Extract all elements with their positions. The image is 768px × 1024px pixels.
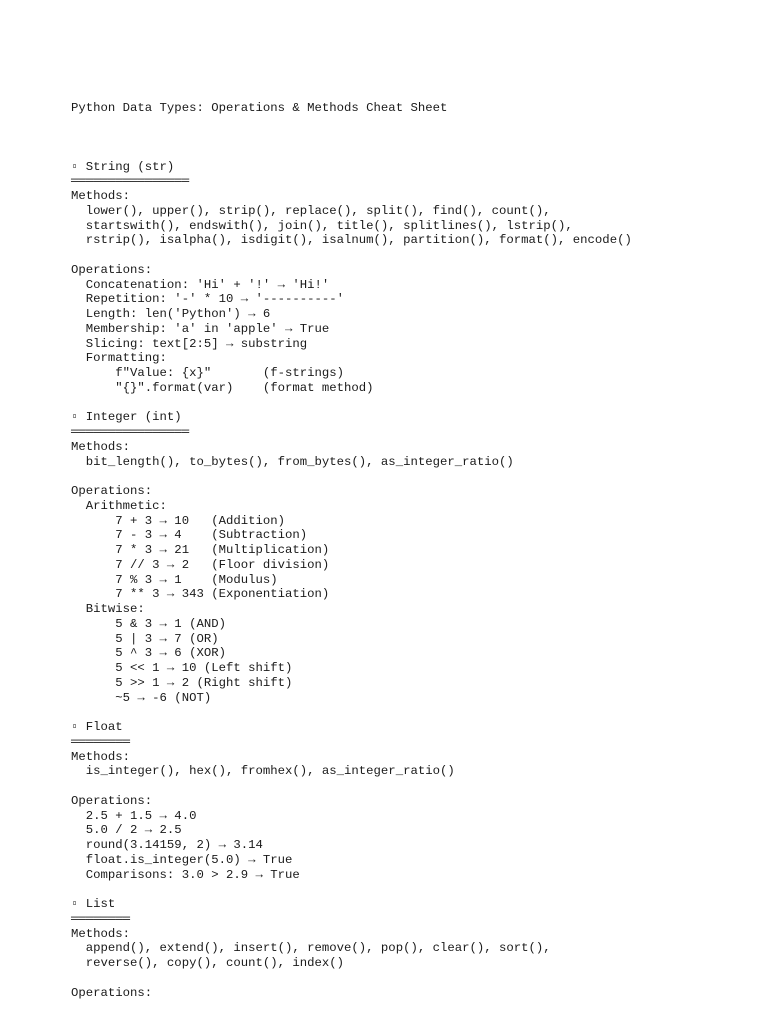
text-line: startswith(), endswith(), join(), title(), splitlines(), lstrip(), bbox=[71, 218, 573, 233]
subsection-label: Operations: bbox=[71, 985, 153, 1000]
text-line: 5 ^ 3 → 6 (XOR) bbox=[71, 646, 226, 661]
text-line: Bitwise: bbox=[71, 602, 145, 616]
text-line: append(), extend(), insert(), remove(), pop(), clear(), sort(), bbox=[71, 941, 551, 956]
text-line: Length: len('Python') → 6 bbox=[71, 307, 271, 321]
text-line: is_integer(), hex(), fromhex(), as_integer_ratio() bbox=[71, 764, 455, 779]
blank-line bbox=[71, 248, 751, 263]
text-line: 2.5 + 1.5 → 4.0 bbox=[71, 808, 197, 823]
text-line: 7 + 3 → 10 (Addition) bbox=[71, 513, 286, 528]
section-underline: ════════════════ bbox=[71, 425, 190, 439]
text-line: 5 << 1 → 10 (Left shift) bbox=[71, 661, 293, 675]
subsection-label: Operations: bbox=[71, 484, 153, 498]
text-line: bit_length(), to_bytes(), from_bytes(), as_integer_ratio() bbox=[71, 454, 514, 469]
text-line: rstrip(), isalpha(), isdigit(), isalnum(), partition(), format(), encode() bbox=[71, 233, 632, 248]
text-line: round(3.14159, 2) → 3.14 bbox=[71, 838, 263, 852]
text-line: Slicing: text[2:5] → substring bbox=[71, 336, 308, 351]
section-underline: ════════════════ bbox=[71, 174, 190, 189]
blank-line bbox=[71, 469, 751, 484]
text-line: ~5 → -6 (NOT) bbox=[71, 690, 212, 705]
text-line: Formatting: bbox=[71, 351, 167, 366]
text-line: Concatenation: 'Hi' + '!' → 'Hi!' bbox=[71, 277, 330, 292]
subsection-label: Methods: bbox=[71, 189, 131, 203]
subsection-label: Methods: bbox=[71, 439, 131, 454]
blank-line bbox=[71, 145, 751, 160]
subsection-label: Operations: bbox=[71, 262, 153, 277]
cheat-sheet-document bbox=[71, 71, 751, 1015]
text-line: 5 & 3 → 1 (AND) bbox=[71, 616, 226, 631]
text-line: lower(), upper(), strip(), replace(), split(), find(), count(), bbox=[71, 203, 551, 218]
text-line: 5 >> 1 → 2 (Right shift) bbox=[71, 675, 293, 690]
text-line: 5.0 / 2 → 2.5 bbox=[71, 823, 182, 838]
blank-line bbox=[71, 779, 751, 794]
blank-line bbox=[71, 705, 751, 720]
text-line: Membership: 'a' in 'apple' → True bbox=[71, 321, 330, 336]
text-line: reverse(), copy(), count(), index() bbox=[71, 956, 345, 970]
blank-line bbox=[71, 396, 751, 411]
section-heading: ▫ Float bbox=[71, 720, 123, 734]
subsection-label: Methods: bbox=[71, 926, 131, 941]
section-underline: ════════ bbox=[71, 734, 131, 749]
text-line: 7 // 3 → 2 (Floor division) bbox=[71, 557, 330, 572]
text-line: 7 * 3 → 21 (Multiplication) bbox=[71, 543, 330, 557]
text-line: "{}".format(var) (format method) bbox=[71, 380, 374, 395]
subsection-label: Methods: bbox=[71, 749, 131, 764]
text-line: 5 | 3 → 7 (OR) bbox=[71, 631, 219, 646]
section-heading: ▫ String (str) bbox=[71, 159, 175, 174]
text-line: f"Value: {x}" (f-strings) bbox=[71, 366, 345, 380]
text-line: Arithmetic: bbox=[71, 498, 167, 513]
subsection-label: Operations: bbox=[71, 793, 153, 808]
text-line: float.is_integer(5.0) → True bbox=[71, 852, 293, 867]
text-line: 7 % 3 → 1 (Modulus) bbox=[71, 572, 278, 587]
page-title: Python Data Types: Operations & Methods Cheat Sheet bbox=[71, 100, 448, 115]
section-underline: ════════ bbox=[71, 911, 131, 926]
text-line: Repetition: '-' * 10 → '----------' bbox=[71, 292, 345, 307]
text-line: Comparisons: 3.0 > 2.9 → True bbox=[71, 867, 300, 882]
text-line: 7 - 3 → 4 (Subtraction) bbox=[71, 528, 308, 543]
text-line: 7 ** 3 → 343 (Exponentiation) bbox=[71, 587, 330, 602]
section-heading: ▫ Integer (int) bbox=[71, 410, 182, 425]
blank-line bbox=[71, 971, 751, 986]
section-heading: ▫ List bbox=[71, 897, 116, 911]
blank-line bbox=[71, 882, 751, 897]
cheat-sheet-body bbox=[71, 145, 751, 1001]
